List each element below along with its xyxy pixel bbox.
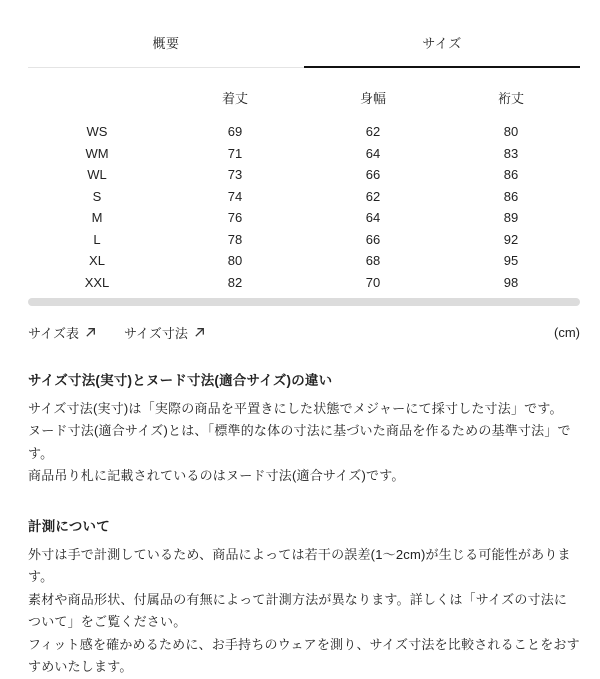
size-value-cell: 69: [227, 124, 243, 140]
size-value-cell: 86: [503, 188, 519, 204]
section-paragraph: 外寸は手で計測しているため、商品によっては若干の誤差(1〜2cm)が生じる可能性があります。: [28, 546, 571, 585]
size-row-label: WS: [86, 124, 108, 140]
size-value-cell: 89: [503, 210, 519, 226]
size-value-cell: 66: [365, 167, 381, 183]
size-row-label: WL: [87, 167, 107, 183]
size-row-label: XXL: [84, 274, 110, 290]
size-value-cell: 78: [227, 231, 243, 247]
size-value-cell: 98: [503, 274, 519, 290]
size-row-label: M: [91, 210, 103, 226]
section-paragraph: 商品吊り札に記載されているのはヌード寸法(適合サイズ)です。: [28, 468, 405, 484]
table-row: [28, 186, 580, 208]
table-row: [28, 250, 580, 272]
external-link-icon: [194, 327, 205, 338]
table-row: [28, 207, 580, 229]
unit-label: (cm): [554, 325, 580, 340]
size-value-cell: 62: [365, 124, 381, 140]
external-link-icon: [85, 327, 96, 338]
size-value-cell: 80: [227, 253, 243, 269]
size-value-cell: 71: [227, 145, 243, 161]
size-value-cell: 76: [227, 210, 243, 226]
table-row: [28, 143, 580, 165]
size-row-label: WM: [85, 145, 109, 161]
size-page: [0, 20, 600, 679]
size-column-header: 身幅: [359, 91, 386, 106]
size-table-header-row: [28, 78, 580, 121]
size-row-label: S: [92, 188, 102, 204]
size-value-cell: 73: [227, 167, 243, 183]
size-chart-link-label: サイズ表: [28, 326, 79, 341]
size-chart-link[interactable]: [28, 323, 96, 342]
section-paragraph: フィット感を確かめるために、お手持ちのウェアを測り、サイズ寸法を比較されることをおすすめいたします。: [28, 636, 580, 675]
table-row: [28, 164, 580, 186]
tab-size[interactable]: サイズ: [304, 20, 580, 68]
tab-bar: [28, 20, 580, 68]
section-heading: サイズ寸法(実寸)とヌード寸法(適合サイズ)の違い: [28, 373, 333, 388]
section-paragraph: サイズ寸法(実寸)は「実際の商品を平置きにした状態でメジャーにて採寸した寸法」です。: [28, 401, 563, 416]
table-row: [28, 229, 580, 251]
size-value-cell: 62: [365, 188, 381, 204]
size-value-cell: 82: [227, 274, 243, 290]
info-section: [28, 515, 580, 679]
size-value-cell: 68: [365, 253, 381, 269]
info-section: [28, 369, 580, 488]
size-value-cell: 70: [365, 274, 381, 290]
size-row-label: L: [93, 231, 101, 247]
size-value-cell: 80: [503, 124, 519, 140]
size-value-cell: 95: [503, 253, 519, 269]
size-measure-link-label: サイズ寸法: [123, 326, 188, 341]
size-column-header: 裄丈: [497, 91, 524, 106]
size-value-cell: 64: [365, 210, 381, 226]
size-value-cell: 74: [227, 188, 243, 204]
links-row: [28, 323, 580, 342]
size-column-header-blank: [28, 78, 166, 121]
size-value-cell: 83: [503, 145, 519, 161]
size-value-cell: 86: [503, 167, 519, 183]
size-column-header: 着丈: [221, 91, 248, 106]
section-paragraph: ヌード寸法(適合サイズ)とは、「標準的な体の寸法に基づいた商品を作るための基準寸法」です。: [28, 423, 571, 461]
size-value-cell: 92: [503, 231, 519, 247]
size-row-label: XL: [89, 253, 105, 269]
size-value-cell: 64: [365, 145, 381, 161]
table-row: [28, 272, 580, 294]
size-measure-link[interactable]: [124, 323, 205, 342]
size-value-cell: 66: [365, 231, 381, 247]
table-horizontal-scrollbar[interactable]: [28, 298, 580, 306]
size-table: [28, 78, 580, 293]
table-row: [28, 121, 580, 143]
section-paragraph: 素材や商品形状、付属品の有無によって計測方法が異なります。詳しくは「サイズの寸法について」をご覧ください。: [28, 591, 568, 630]
tab-overview[interactable]: 概要: [28, 20, 304, 68]
section-heading: 計測について: [28, 518, 110, 534]
info-sections: [28, 369, 580, 679]
